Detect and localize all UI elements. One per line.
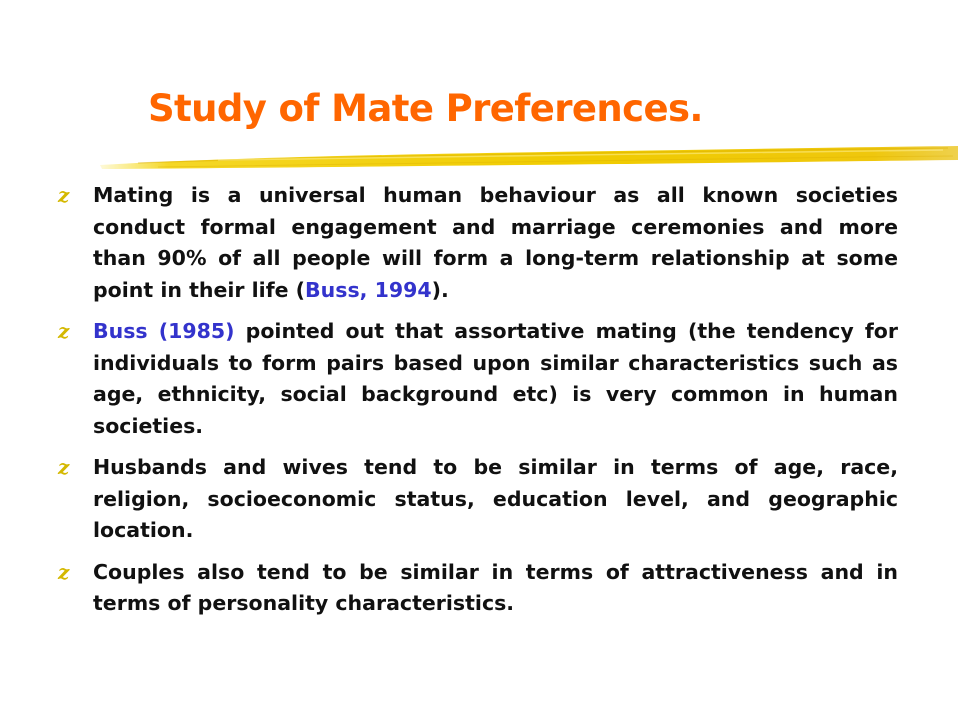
bullet-marker-icon: z — [58, 319, 70, 343]
bullet-item — [58, 557, 898, 620]
bullet-text: pointed out that assortative mating (the tendency for individuals to form pairs based upon similar characteristics such as age, ethnicity, social background etc) is very common in human societies. — [93, 319, 898, 438]
bullet-item — [58, 180, 898, 306]
bullet-text: Husbands and wives tend to be similar in terms of age, race, religion, socioeconomic status, education level, and geographic location. — [93, 455, 898, 542]
bullet-marker-icon: z — [58, 183, 70, 207]
bullet-text: Mating is a universal human behaviour as all known societies conduct formal engagement and marriage ceremonies and more than 90% of all people will form a long-term relationship at some point in their life ( — [93, 183, 898, 302]
slide-title: Study of Mate Preferences. — [148, 87, 703, 130]
title-underline-brushstroke — [98, 138, 960, 172]
bullet-marker-icon: z — [58, 455, 70, 479]
bullet-text: Couples also tend to be similar in terms of attractiveness and in terms of personality characteristics. — [93, 559, 898, 615]
citation: Buss (1985) — [93, 319, 235, 343]
bullet-item — [58, 316, 898, 442]
citation: Buss, 1994 — [305, 277, 432, 302]
bullet-text: ). — [431, 277, 449, 302]
bullet-marker-icon: z — [58, 559, 70, 584]
bullet-item — [58, 452, 898, 547]
bullet-list — [58, 180, 898, 630]
